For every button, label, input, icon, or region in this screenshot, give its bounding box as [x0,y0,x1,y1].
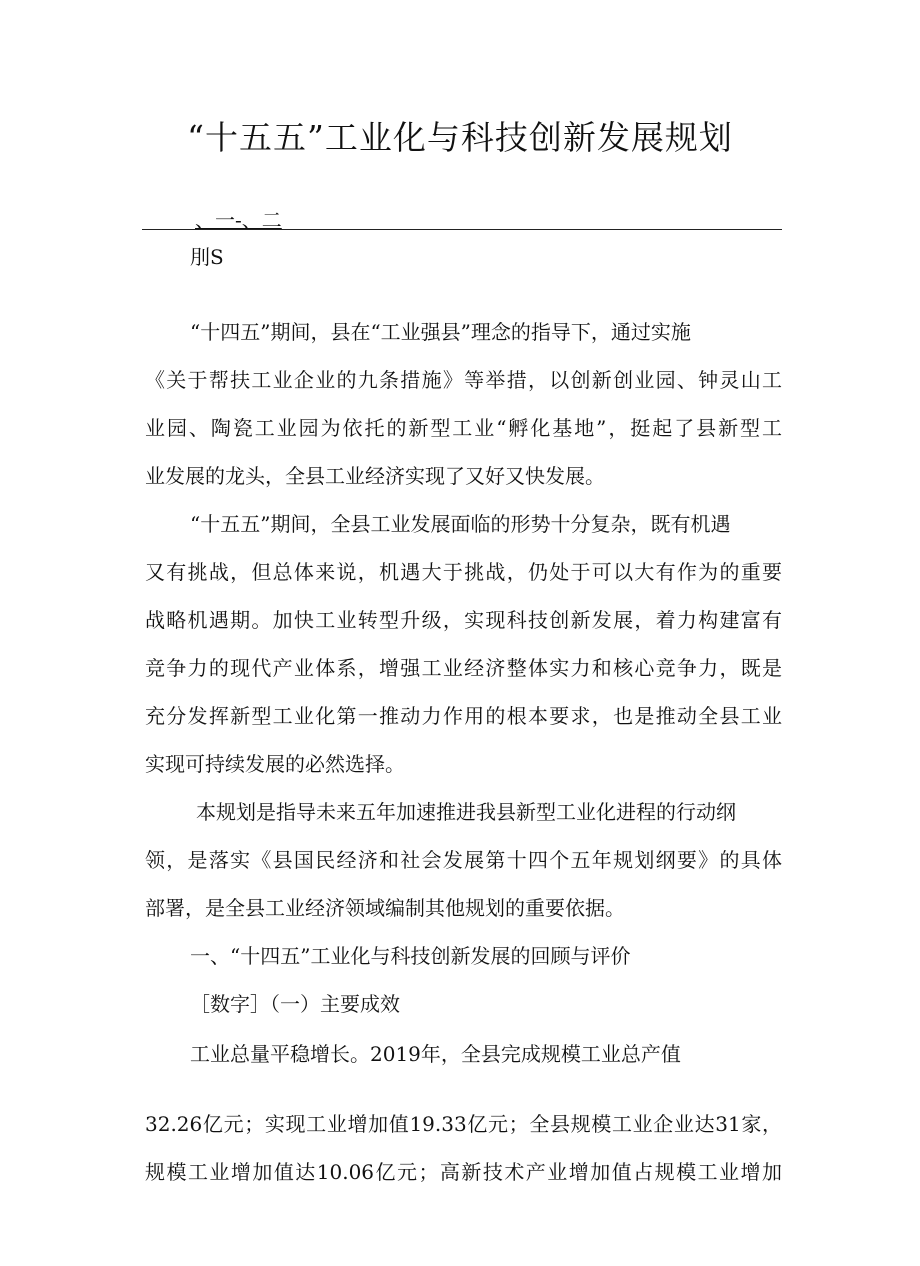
document-title: “十五五”工业化与科技创新发展规划 [187,118,733,157]
paragraph-line: 32.26亿元；实现工业增加值19.33亿元；全县规模工业企业达31家， [145,1112,782,1136]
paragraph-line: “十五五”期间，全县工业发展面临的形势十分复杂，既有机遇 [190,512,731,536]
paragraph-line: 业发展的龙头，全县工业经济实现了又好又快发展。 [145,464,605,488]
paragraph-line: 部署，是全县工业经济领域编制其他规划的重要依据。 [145,896,625,920]
paragraph-line: 《关于帮扶工业企业的九条措施》等举措，以创新创业园、钟灵山工 [145,368,782,392]
paragraph-line: “十四五”期间，县在“工业强县”理念的指导下，通过实施 [190,320,691,344]
paragraph-line: 竞争力的现代产业体系，增强工业经济整体实力和核心竞争力，既是 [145,656,782,680]
paragraph-line: 规模工业增加值达10.06亿元；高新技术产业增加值占规模工业增加 [145,1160,782,1184]
preface-heading: 刖S [190,245,224,269]
paragraph-line: 业园、陶瓷工业园为依托的新型工业“孵化基地”，挺起了县新型工 [145,416,782,440]
paragraph-line: 实现可持续发展的必然选择。 [145,752,405,776]
paragraph-line: 领，是落实《县国民经济和社会发展第十四个五年规划纲要》的具体 [145,848,782,872]
section-marker: 、一-、二 [195,208,282,232]
header-rule [142,229,782,230]
paragraph-line: 本规划是指导未来五年加速推进我县新型工业化进程的行动纲 [196,800,736,824]
paragraph-line: 充分发挥新型工业化第一推动力作用的根本要求，也是推动全县工业 [145,704,782,728]
paragraph-line: 又有挑战，但总体来说，机遇大于挑战，仍处于可以大有作为的重要 [145,560,782,584]
paragraph-line: 工业总量平稳增长。2019年，全县完成规模工业总产值 [190,1042,681,1066]
subsection-heading: ［数字］（一）主要成效 [190,992,400,1016]
paragraph-line: 战略机遇期。加快工业转型升级，实现科技创新发展，着力构建富有 [145,608,782,632]
section-heading: 一、“十四五”工业化与科技创新发展的回顾与评价 [190,944,631,968]
